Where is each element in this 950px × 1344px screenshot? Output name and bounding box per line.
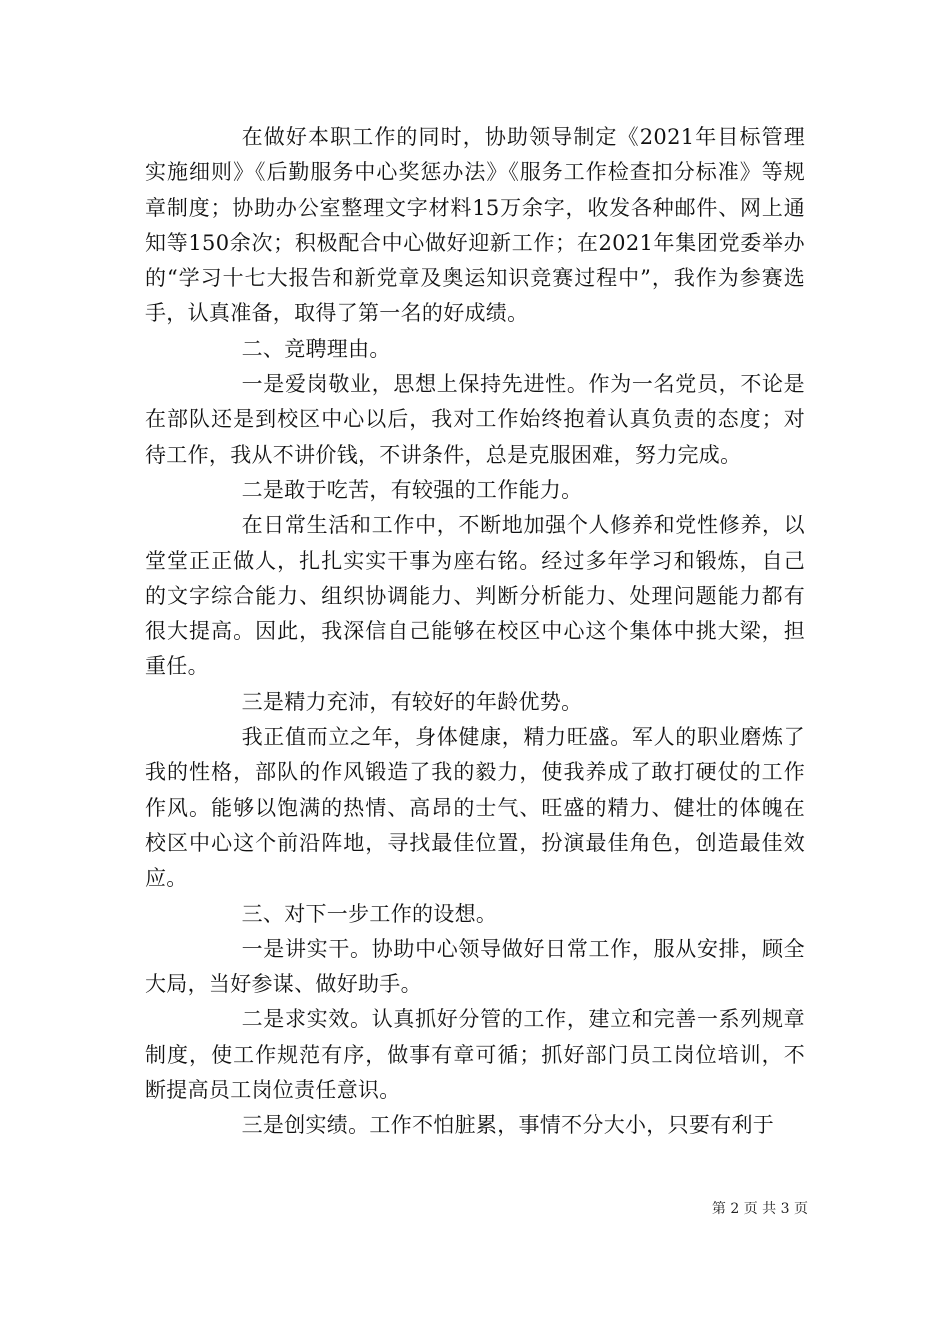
paragraph-1: 在做好本职工作的同时，协助领导制定《2021年目标管理实施细则》《后勤服务中心奖惩办法》《服务工作检查扣分标准》等规章制度；协助办公室整理文字材料15万余字，收发各种邮件、网上通知等150余次；积极配合中心做好迎新工作；在2021年集团党委举办的“学习十七大报告和新党章及奥运知识竞赛过程中”，我作为参赛选手，认真准备，取得了第一名的好成绩。 (145, 125, 805, 326)
paragraph-9: 一是讲实干。协助中心领导做好日常工作，服从安排，顾全大局，当好参谋、做好助手。 (145, 936, 805, 997)
section-heading-plans: 三、对下一步工作的设想。 (241, 901, 498, 926)
paragraph-6: 三是精力充沛，有较好的年龄优势。 (241, 689, 583, 714)
paragraph-11: 三是创实绩。工作不怕脏累，事情不分大小，只要有利于 (241, 1113, 775, 1138)
section-heading-reasons: 二、竞聘理由。 (241, 336, 391, 361)
paragraph-5: 在日常生活和工作中，不断地加强个人修养和党性修养，以堂堂正正做人，扎扎实实干事为座右铭。经过多年学习和锻炼，自己的文字综合能力、组织协调能力、判断分析能力、处理问题能力都有很大提高。因此，我深信自己能够在校区中心这个集体中挑大梁，担重任。 (145, 513, 805, 679)
paragraph-10: 二是求实效。认真抓好分管的工作，建立和完善一系列规章制度，使工作规范有序，做事有章可循；抓好部门员工岗位培训，不断提高员工岗位责任意识。 (145, 1007, 805, 1103)
paragraph-7: 我正值而立之年，身体健康，精力旺盛。军人的职业磨炼了我的性格，部队的作风锻造了我的毅力，使我养成了敢打硬仗的工作作风。能够以饱满的热情、高昂的士气、旺盛的精力、健壮的体魄在校区中心这个前沿阵地，寻找最佳位置，扮演最佳角色，创造最佳效应。 (145, 725, 805, 891)
paragraph-3: 一是爱岗敬业，思想上保持先进性。作为一名党员，不论是在部队还是到校区中心以后，我对工作始终抱着认真负责的态度；对待工作，我从不讲价钱，不讲条件，总是克服困难，努力完成。 (145, 372, 805, 467)
paragraph-4: 二是敢于吃苦，有较强的工作能力。 (241, 477, 583, 502)
page-number: 第 2 页 共 3 页 (711, 1201, 808, 1217)
body-text (145, 120, 805, 1144)
